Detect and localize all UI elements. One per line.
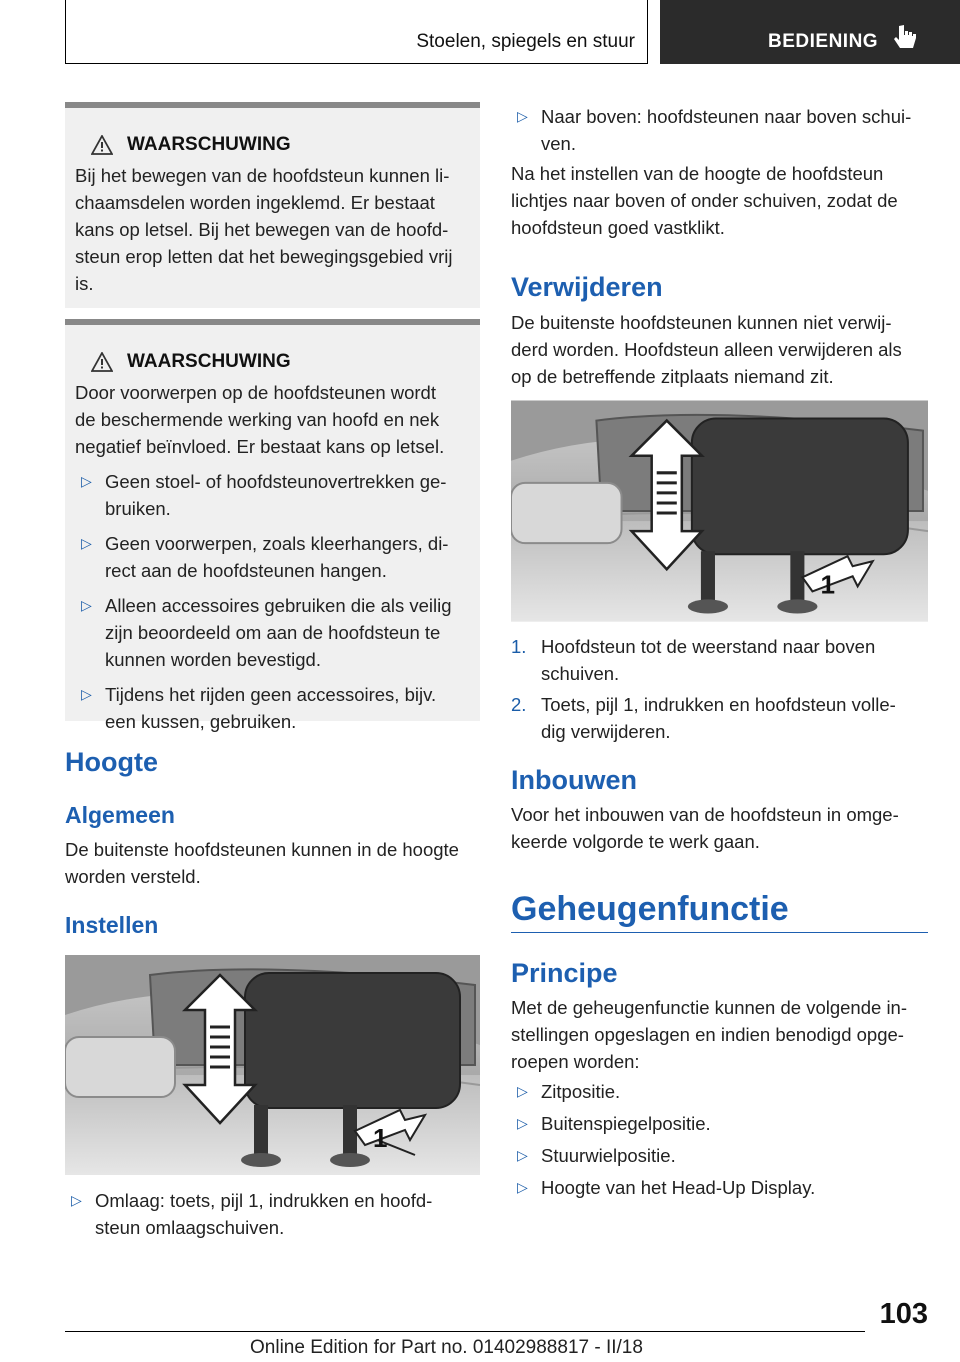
instellen-list <box>65 1187 480 1241</box>
heading-geheugenfunctie: Geheugenfunctie <box>511 890 789 928</box>
text-line: worden versteld. <box>65 866 201 887</box>
step-line: schuiven. <box>541 663 620 684</box>
list-item-line: ven. <box>541 133 576 154</box>
step-line: dig verwijderen. <box>541 721 671 742</box>
heading-hoogte: Hoogte <box>65 747 158 777</box>
warning-text-line: Door voorwerpen op de hoofdsteunen wordt <box>75 382 436 403</box>
step-line: Hoofdsteun tot de weerstand naar boven <box>541 636 876 657</box>
warning-text-line: de beschermende werking van hoofd en nek <box>75 409 440 430</box>
list-item-line: zijn beoordeeld om aan de hoofdsteun te <box>105 622 441 643</box>
list-item-line: Zitpositie. <box>541 1081 621 1102</box>
triangle-bullet-icon: ▷ <box>517 1115 528 1131</box>
list-item-line: Hoogte van het Head-Up Display. <box>541 1177 816 1198</box>
list-item-line: Stuurwielpositie. <box>541 1145 676 1166</box>
hand-pointer-icon <box>893 24 919 52</box>
warning-title: WAARSCHUWING <box>127 351 291 372</box>
list-item-line: steun omlaagschuiven. <box>95 1217 285 1238</box>
heading-instellen: Instellen <box>65 912 159 938</box>
verwijderen-paragraph <box>511 309 931 390</box>
triangle-bullet-icon: ▷ <box>517 1147 528 1163</box>
list-item <box>75 468 470 522</box>
list-item-line: Geen stoel- of hoofdsteunovertrekken ge- <box>105 471 447 492</box>
list-item-line: een kussen, gebruiken. <box>105 711 297 732</box>
after-adjust-paragraph <box>511 160 931 241</box>
heading-principe: Principe <box>511 958 618 988</box>
list-item-line: bruiken. <box>105 498 171 519</box>
step-line: Toets, pijl 1, indrukken en hoofdsteun volle- <box>541 694 896 715</box>
warning-text-line: is. <box>75 273 94 294</box>
photo-callout-label: 1 <box>820 569 836 600</box>
chapter-header[interactable] <box>660 0 960 64</box>
footer-divider <box>65 1331 865 1332</box>
edition-info: Online Edition for Part no. 01402988817 - II/18 <box>250 1337 643 1358</box>
list-item <box>75 530 470 584</box>
text-line: Met de geheugenfunctie kunnen de volgende in- <box>511 997 907 1018</box>
step-number: 1. <box>511 636 527 657</box>
text-line: Na het instellen van de hoogte de hoofdsteun <box>511 163 884 184</box>
text-line: Voor het inbouwen van de hoofdsteun in omge- <box>511 804 899 825</box>
warning-text-line: kans op letsel. Bij het bewegen van de hoofd- <box>75 219 449 240</box>
heading-verwijderen: Verwijderen <box>511 272 663 302</box>
triangle-bullet-icon: ▷ <box>81 473 92 489</box>
step-number: 2. <box>511 694 527 715</box>
text-line: keerde volgorde te werk gaan. <box>511 831 760 852</box>
step-item <box>511 633 931 687</box>
photo-callout-label: 1 <box>373 1123 388 1153</box>
warning-title: WAARSCHUWING <box>127 134 291 155</box>
text-line: hoofdsteun goed vastklikt. <box>511 217 725 238</box>
inbouwen-paragraph <box>511 801 931 855</box>
page-number: 103 <box>879 1298 928 1330</box>
list-item-line: kunnen worden bevestigd. <box>105 649 321 670</box>
heading-inbouwen: Inbouwen <box>511 765 637 795</box>
warning-box-1 <box>65 102 480 308</box>
warning-text-line: chaamsdelen worden ingeklemd. Er bestaat <box>75 192 435 213</box>
list-item-line: Omlaag: toets, pijl 1, indrukken en hoofd- <box>95 1190 433 1211</box>
text-line: De buitenste hoofdsteunen kunnen in de hoogte <box>65 839 459 860</box>
list-item <box>511 1110 931 1137</box>
warning-triangle-icon <box>91 352 113 372</box>
list-item <box>511 1142 931 1169</box>
list-item-line: Alleen accessoires gebruiken die als veilig <box>105 595 452 616</box>
algemeen-paragraph <box>65 836 480 890</box>
step-item <box>511 691 931 745</box>
section-title: Stoelen, spiegels en stuur <box>416 31 635 52</box>
headrest-removal-photo <box>511 400 928 622</box>
list-item-line: Buitenspiegelpositie. <box>541 1113 711 1134</box>
list-item <box>65 1187 480 1241</box>
warning-triangle-icon <box>91 135 113 155</box>
text-line: lichtjes naar boven of onder schuiven, zodat de <box>511 190 898 211</box>
warning-box-2 <box>65 319 480 732</box>
list-item <box>75 592 470 673</box>
triangle-bullet-icon: ▷ <box>517 1083 528 1099</box>
text-line: stellingen opgeslagen en indien benodigd opge- <box>511 1024 904 1045</box>
text-line: op de betreffende zitplaats niemand zit. <box>511 366 834 387</box>
heading-underline <box>511 932 928 933</box>
removal-steps <box>511 633 931 745</box>
heading-algemeen: Algemeen <box>65 802 175 828</box>
triangle-bullet-icon: ▷ <box>81 535 92 551</box>
list-item <box>511 1078 931 1105</box>
section-header <box>65 0 648 64</box>
list-item-line: Geen voorwerpen, zoals kleerhangers, di- <box>105 533 449 554</box>
triangle-bullet-icon: ▷ <box>517 108 528 124</box>
text-line: derd worden. Hoofdsteun alleen verwijderen als <box>511 339 902 360</box>
triangle-bullet-icon: ▷ <box>81 686 92 702</box>
bullet-up <box>511 103 931 157</box>
chapter-title: BEDIENING <box>768 31 879 52</box>
triangle-bullet-icon: ▷ <box>71 1192 82 1208</box>
list-item-line: Tijdens het rijden geen accessoires, bijv. <box>105 684 437 705</box>
headrest-height-photo <box>65 955 480 1175</box>
triangle-bullet-icon: ▷ <box>81 597 92 613</box>
principe-list <box>511 1078 931 1201</box>
text-line: roepen worden: <box>511 1051 640 1072</box>
list-item-line: rect aan de hoofdsteunen hangen. <box>105 560 387 581</box>
principe-paragraph <box>511 994 931 1075</box>
list-item <box>511 103 931 157</box>
warning-text-line: negatief beïnvloed. Er bestaat kans op letsel. <box>75 436 445 457</box>
warning-text-line: steun erop letten dat het bewegingsgebied vrij <box>75 246 453 267</box>
list-item <box>75 681 470 735</box>
list-item-line: Naar boven: hoofdsteunen naar boven schui- <box>541 106 912 127</box>
list-item <box>511 1174 931 1201</box>
warning-text-line: Bij het bewegen van de hoofdsteun kunnen li- <box>75 165 450 186</box>
text-line: De buitenste hoofdsteunen kunnen niet verwij- <box>511 312 892 333</box>
triangle-bullet-icon: ▷ <box>517 1179 528 1195</box>
